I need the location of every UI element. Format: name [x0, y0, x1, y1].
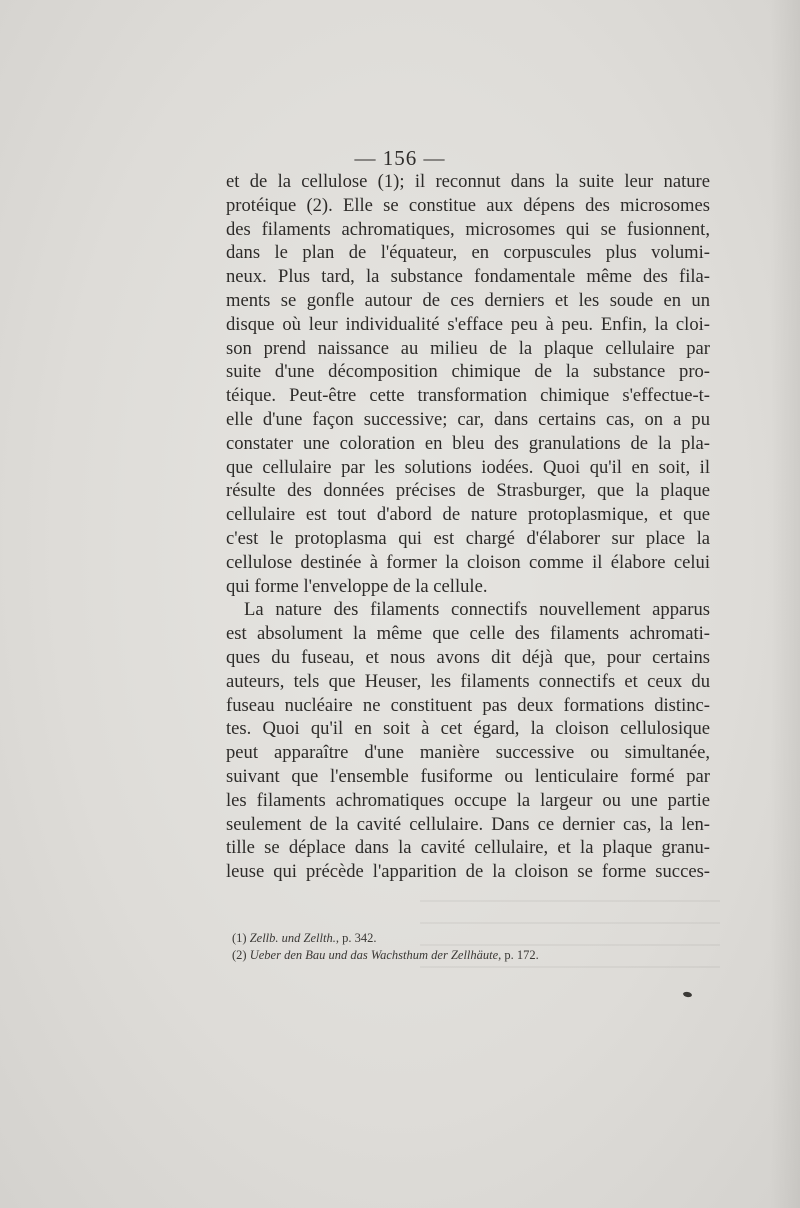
footnote-2-ref: , p. 172. [498, 948, 539, 962]
text-line: tille se déplace dans la cavité cellulaire, et la plaque granu- [226, 837, 710, 859]
footnotes [232, 930, 712, 964]
text-line: des filaments achromatiques, microsomes qui se fusionnent, [226, 218, 710, 240]
ink-blot [683, 991, 693, 998]
text-line: disque où leur individualité s'efface peu à peu. Enfin, la cloi- [226, 313, 710, 335]
footnote-2-title: Ueber den Bau und das Wachsthum der Zellhäute [249, 948, 499, 962]
text-line: son prend naissance au milieu de la plaque cellulaire par [226, 337, 710, 359]
text-line: cellulaire est tout d'abord de nature protoplasmique, et que [226, 504, 710, 526]
text-line: est absolument la même que celle des filaments achromati- [226, 623, 710, 645]
text-line: suivant que l'ensemble fusiforme ou lenticulaire formé par [226, 765, 710, 787]
text-line: peut apparaître d'une manière successive ou simultanée, [226, 742, 710, 764]
text-line: les filaments achromatiques occupe la largeur ou une partie [226, 789, 710, 811]
page-number: — 156 — [354, 146, 446, 170]
text-line: et de la cellulose (1); il reconnut dans la suite leur nature [226, 171, 710, 192]
text-line: protéique (2). Elle se constitue aux dépens des microsomes [226, 194, 710, 216]
text-line: elle d'une façon successive; car, dans certains cas, on a pu [226, 408, 710, 430]
footnote-2 [232, 947, 712, 964]
footnote-1 [232, 930, 712, 947]
text-line: tes. Quoi qu'il en soit à cet égard, la cloison cellulosique [226, 718, 710, 740]
text-line: La nature des filaments connectifs nouvellement apparus [244, 599, 710, 621]
text-line: fuseau nucléaire ne constituent pas deux formations distinc- [226, 694, 710, 716]
body-text [226, 170, 710, 884]
text-line: leuse qui précède l'apparition de la cloison se forme succes- [226, 861, 710, 883]
text-line: dans le plan de l'équateur, en corpuscules plus volumi- [226, 242, 710, 264]
text-line: auteurs, tels que Heuser, les filaments connectifs et ceux du [226, 670, 710, 692]
text-line: constater une coloration en bleu des granulations de la pla- [226, 432, 710, 454]
text-line: ques du fuseau, et nous avons dit déjà que, pour certains [226, 646, 710, 668]
text-line: c'est le protoplasma qui est chargé d'élaborer sur place la [226, 527, 710, 549]
text-line: suite d'une décomposition chimique de la substance pro- [226, 361, 710, 383]
text-line: téique. Peut-être cette transformation chimique s'effectue-t- [226, 385, 710, 407]
footnote-1-title: Zellb. und Zellth. [249, 931, 336, 945]
text-line: neux. Plus tard, la substance fondamentale même des fila- [226, 266, 710, 288]
text-line: ments se gonfle autour de ces derniers et les soude en un [226, 289, 710, 311]
page-edge-shadow [770, 0, 800, 1208]
footnote-1-mark: (1) [232, 931, 247, 945]
footnote-2-mark: (2) [232, 948, 247, 962]
footnote-1-ref: , p. 342. [335, 931, 377, 945]
text-line: cellulose destinée à former la cloison comme il élabore celui [226, 551, 710, 573]
text-line: qui forme l'enveloppe de la cellule. [226, 575, 488, 597]
text-line: que cellulaire par les solutions iodées. Quoi qu'il en soit, il [226, 456, 710, 478]
text-line: seulement de la cavité cellulaire. Dans ce dernier cas, la len- [226, 813, 710, 835]
text-line: résulte des données précises de Strasburger, que la plaque [226, 480, 710, 502]
